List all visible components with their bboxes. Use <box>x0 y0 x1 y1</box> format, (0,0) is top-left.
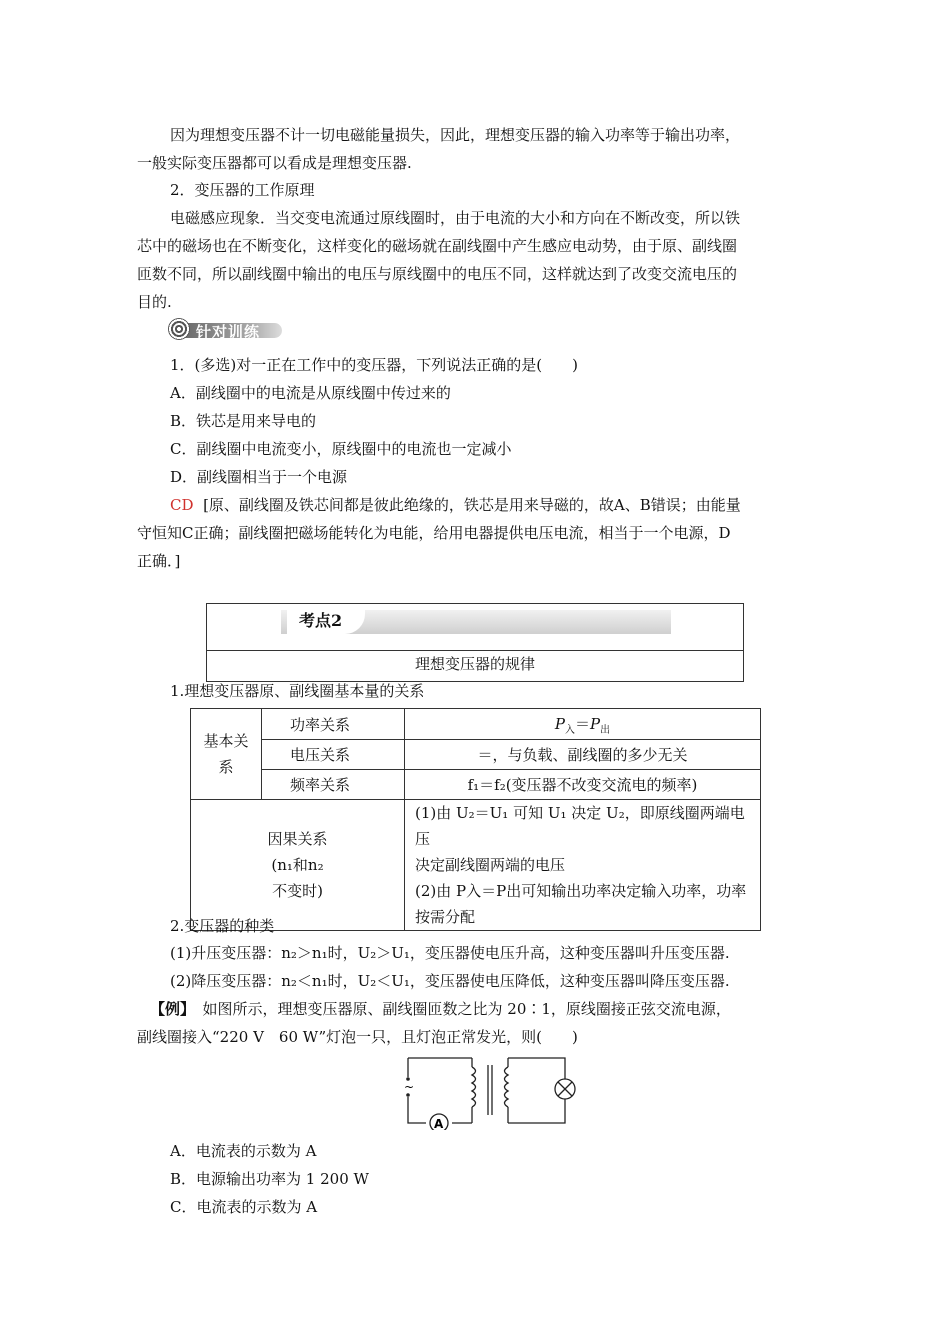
practice-badge <box>168 318 283 342</box>
example-line-2: 副线圈接入“220 V 60 W”灯泡一只，且灯泡正常发光，则( ) <box>137 1028 578 1046</box>
secondary-top-wire <box>508 1058 565 1079</box>
question-1-answer-line <box>170 495 741 515</box>
section-1-heading: 1.理想变压器原、副线圈基本量的关系 <box>170 682 425 700</box>
power-symbol-in: P <box>554 714 565 733</box>
table-row <box>191 740 761 770</box>
transformer-circuit-diagram <box>400 1055 600 1130</box>
basic-relation-label: 基本关系 <box>203 732 249 776</box>
step-down-transformer: (2)降压变压器：n₂＜n₁时，U₂＜U₁，变压器使电压降低，这种变压器叫降压变压器. <box>170 972 730 990</box>
power-sub-in: 入 <box>564 724 575 736</box>
lamp-cross <box>558 1082 572 1096</box>
section-heading-principle: 2．变压器的工作原理 <box>170 181 315 199</box>
example-text-1: 如图所示，理想变压器原、副线圈匝数之比为 20∶1，原线圈接正弦交流电源， <box>187 1000 731 1018</box>
explanation-3: 正确．] <box>137 552 181 570</box>
explanation-1: [原、副线圈及铁芯间都是彼此绝缘的，铁芯是用来导磁的，故A、B错误；由能量 <box>203 496 741 514</box>
question-1-option-c: C．副线圈中电流变小，原线圈中的电流也一定减小 <box>170 440 512 458</box>
example-option-b: B．电源输出功率为 1 200 W <box>170 1170 369 1188</box>
question-1-option-a: A．副线圈中的电流是从原线圈中传过来的 <box>170 384 451 402</box>
example-option-a: A．电流表的示数为 A <box>170 1142 317 1160</box>
basic-relation-cell <box>191 709 262 800</box>
cause-line-2b: 按需分配 <box>415 908 476 926</box>
frequency-label: 频率关系 <box>262 770 405 800</box>
cause-condition-2: 不变时) <box>272 882 323 900</box>
secondary-bottom-wire <box>508 1099 565 1123</box>
intro-paragraph-1: 因为理想变压器不计一切电磁能量损失，因此，理想变压器的输入功率等于输出功率， <box>170 126 741 144</box>
cause-label: 因果关系 <box>267 830 328 848</box>
question-1-stem: 1．(多选)对一正在工作中的变压器，下列说法正确的是( ) <box>170 356 578 374</box>
primary-left-wire-bottom <box>408 1097 426 1123</box>
power-value <box>405 709 761 740</box>
ac-source-symbol: ~ <box>404 1080 415 1094</box>
power-sub-out: 出 <box>600 724 611 736</box>
example-option-c: C．电流表的示数为 A <box>170 1198 318 1216</box>
key-point-label: 考点2 <box>287 608 365 634</box>
cause-effect-content <box>405 800 761 931</box>
key-point-box <box>206 603 744 682</box>
badge-label: 针对训练 <box>196 323 261 341</box>
cause-line-1a: (1)由 U₂＝U₁ 可知 U₁ 决定 U₂，即原线圈两端电压 <box>415 804 745 848</box>
table-row <box>191 770 761 800</box>
primary-coil-icon <box>472 1067 476 1107</box>
table-row <box>191 800 761 931</box>
frequency-value: f₁＝f₂(变压器不改变交流电的频率) <box>405 770 761 800</box>
power-equals: ＝ <box>574 714 590 733</box>
voltage-label: 电压关系 <box>262 740 405 770</box>
example-line-1 <box>150 999 731 1019</box>
key-point-header <box>207 604 743 651</box>
cause-line-2a: (2)由 P入＝P出可知输出功率决定输入功率，功率 <box>415 882 747 900</box>
power-label: 功率关系 <box>262 709 405 740</box>
table-row <box>191 709 761 740</box>
step-up-transformer: (1)升压变压器：n₂＞n₁时，U₂＞U₁，变压器使电压升高，这种变压器叫升压变压器. <box>170 944 730 962</box>
answer-key: CD <box>170 496 194 514</box>
intro-paragraph-2d: 目的. <box>137 293 172 311</box>
cause-effect-cell <box>191 800 405 931</box>
cause-condition: (n₁和n₂ <box>271 856 324 874</box>
section-2-heading: 2.变压器的种类 <box>170 917 275 935</box>
example-tag: 【例】 <box>150 1000 188 1018</box>
question-1-option-b: B．铁芯是用来导电的 <box>170 412 317 430</box>
power-symbol-out: P <box>590 714 601 733</box>
explanation-2: 守恒知C正确；副线圈把磁场能转化为电能，给用电器提供电压电流，相当于一个电源，D <box>137 524 731 542</box>
intro-paragraph-2c: 匝数不同，所以副线圈中输出的电压与原线圈中的电压不同，这样就达到了改变交流电压的 <box>137 265 738 283</box>
cause-line-1b: 决定副线圈两端的电压 <box>415 856 566 874</box>
target-icon <box>168 318 190 340</box>
intro-paragraph-2a: 电磁感应现象．当交变电流通过原线圈时，由于电流的大小和方向在不断改变，所以铁 <box>170 209 741 227</box>
relation-table <box>190 708 761 931</box>
iron-core-icon <box>488 1065 492 1115</box>
intro-paragraph-2b: 芯中的磁场也在不断变化，这样变化的磁场就在副线圈中产生感应电动势，由于原、副线圈 <box>137 237 738 255</box>
secondary-coil-icon <box>505 1067 509 1107</box>
ammeter-label: A <box>434 1117 444 1130</box>
key-point-title: 理想变压器的规律 <box>414 655 535 673</box>
question-1-option-d: D．副线圈相当于一个电源 <box>170 468 348 486</box>
intro-paragraph-1b: 一般实际变压器都可以看成是理想变压器. <box>137 154 412 172</box>
voltage-value: ＝，与负载、副线圈的多少无关 <box>405 740 761 770</box>
